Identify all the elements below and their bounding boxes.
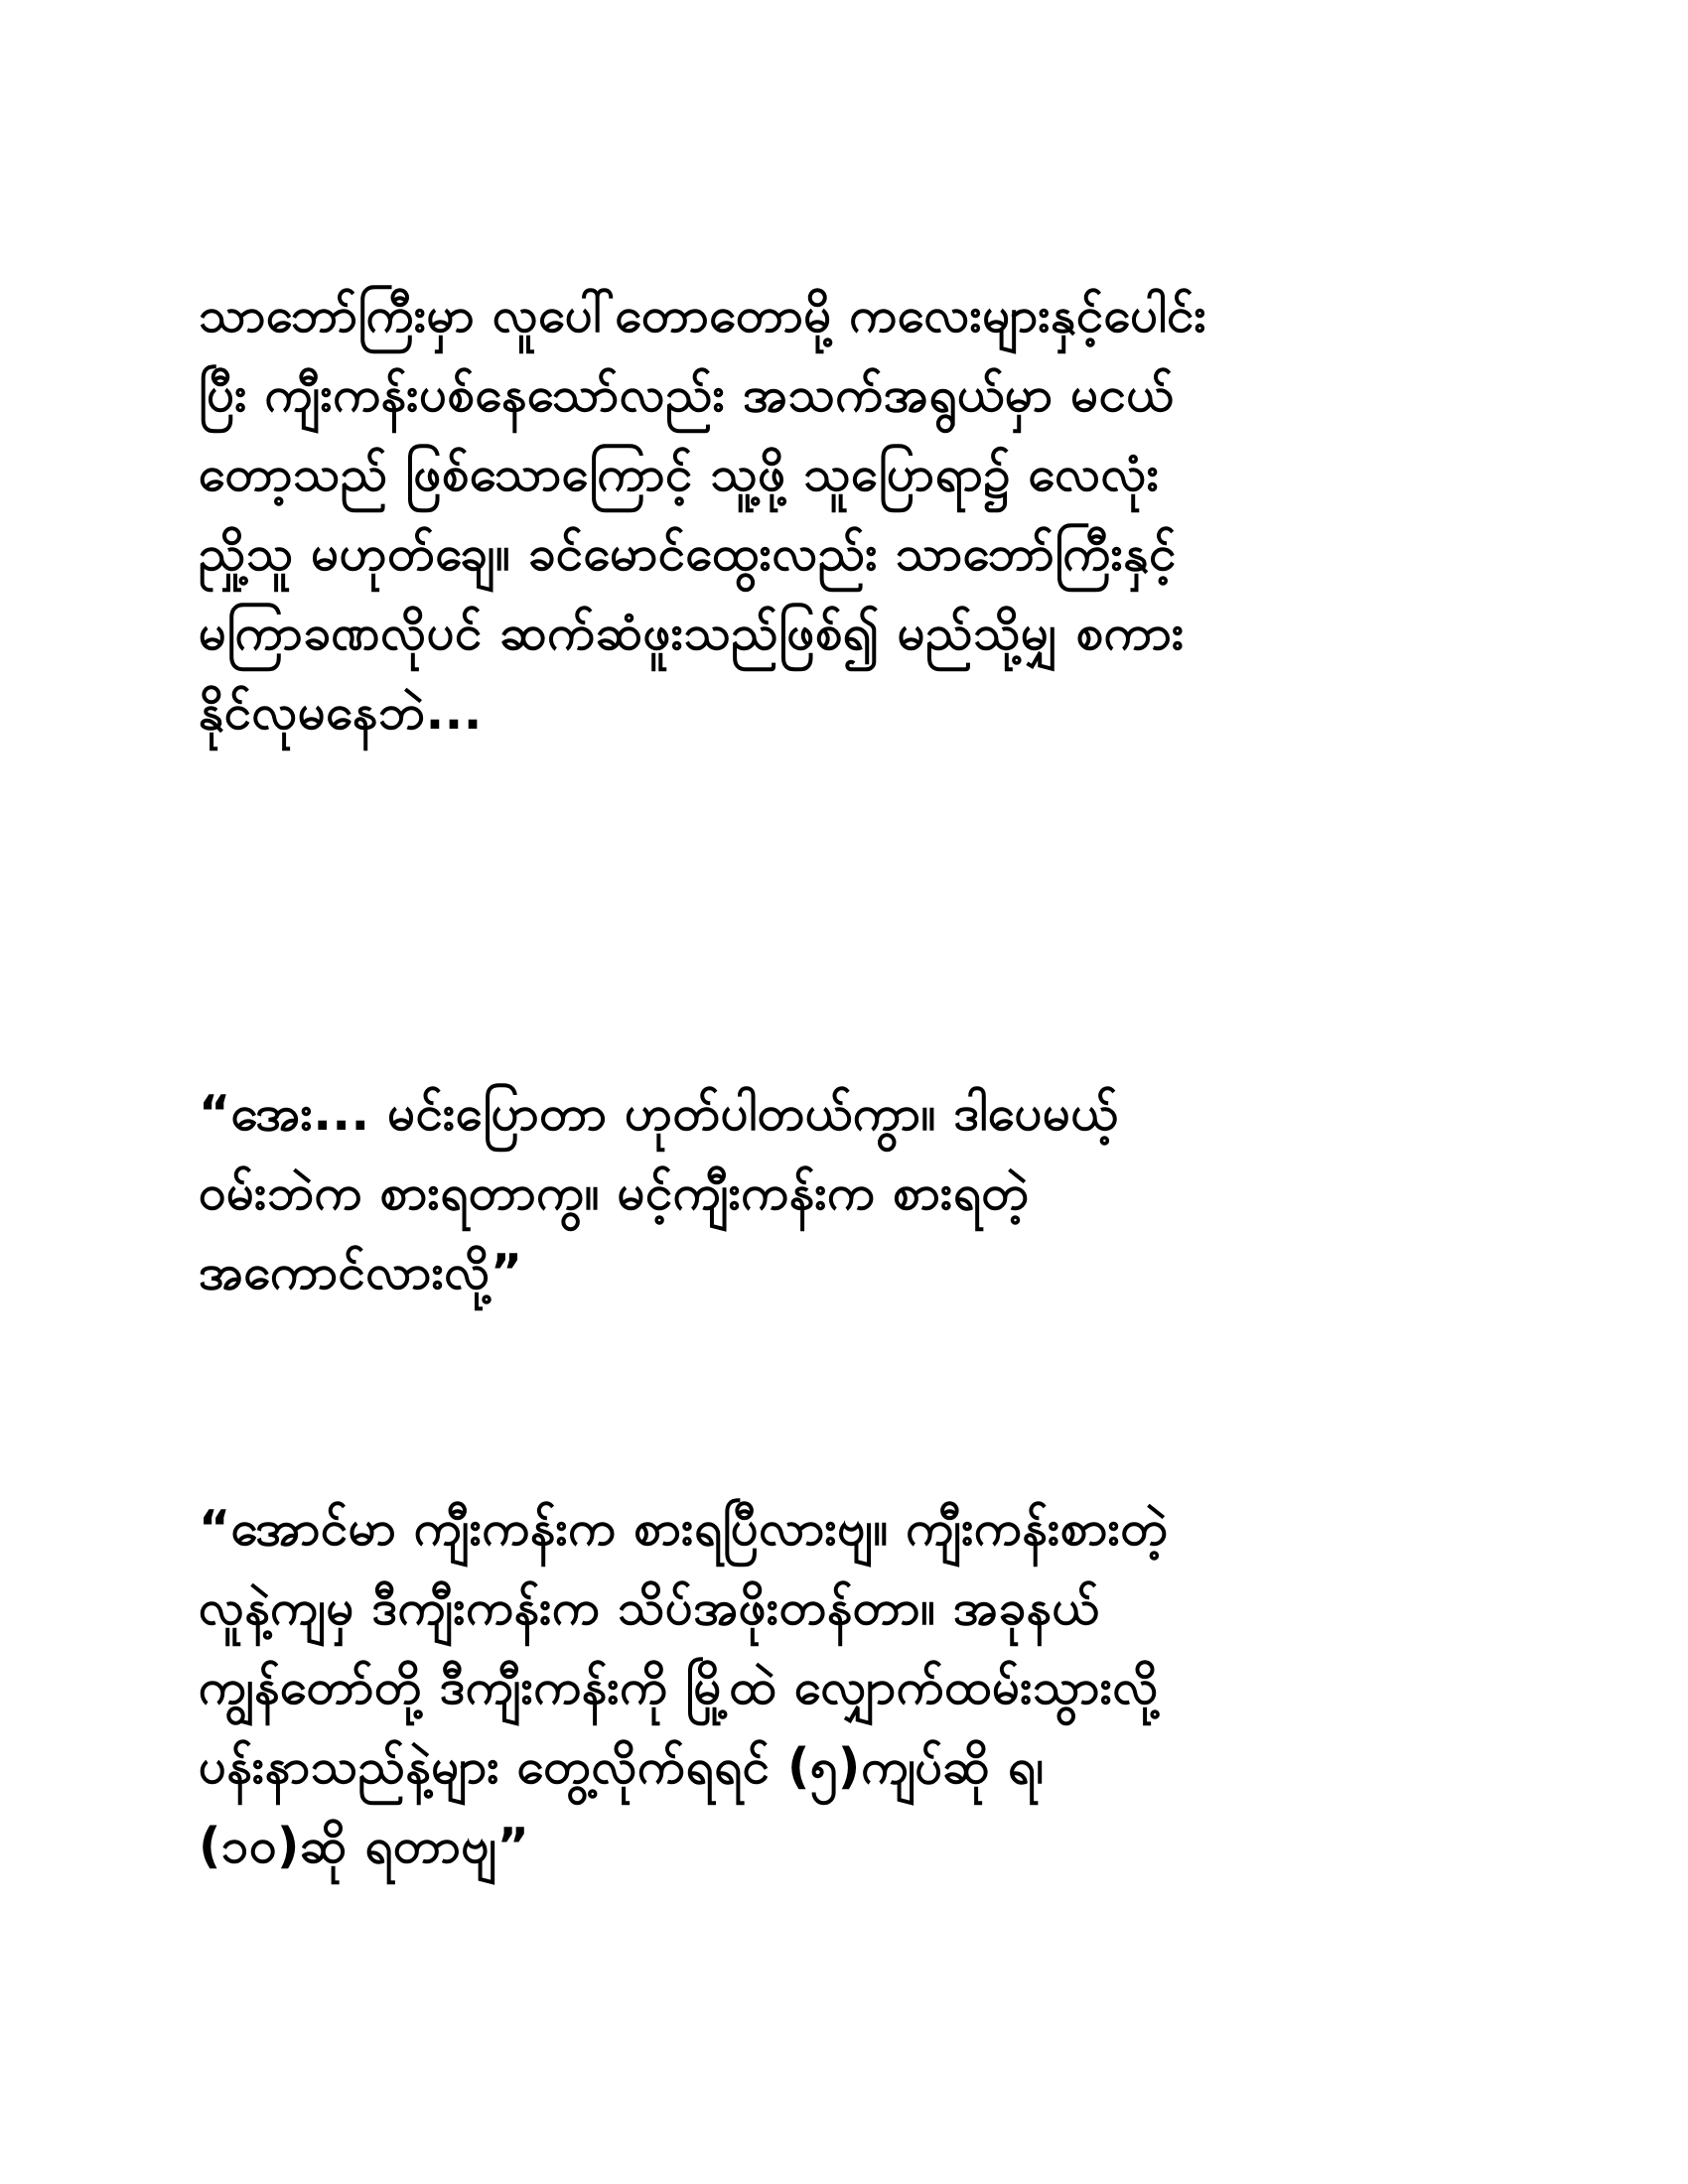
paragraph-dialogue-1: [199, 1074, 1489, 1312]
text-line: ပန်းနာသည်နဲ့များ တွေ့လိုက်ရရင် (၅)ကျပ်ဆို ရ၊: [199, 1738, 1045, 1795]
text-line: ညှို့သူ မဟုတ်ချေ။ ခင်မောင်ထွေးလည်း သာဘော်ကြီးနှင့်: [199, 525, 1177, 582]
text-line: မကြာခဏလိုပင် ဆက်ဆံဖူးသည်ဖြစ်၍ မည်သို့မျှ စကား: [199, 605, 1185, 661]
text-line: ဝမ်းဘဲက စားရတာကွ။ မင့်ကျီးကန်းက စားရတဲ့: [199, 1164, 1030, 1221]
text-line: နိုင်လုမနေဘဲ...: [199, 684, 483, 741]
text-line: “အောင်မာ ကျီးကန်းက စားရပြီလားဗျ။ ကျီးကန်းစားတဲ့: [199, 1500, 1169, 1557]
text-line: (၁၀)ဆို ရတာဗျ”: [199, 1818, 530, 1874]
text-line: တော့သည် ဖြစ်သောကြောင့် သူ့ဖို့ သူပြောရာ၌ လေလုံး: [199, 446, 1160, 502]
text-line: သာဘော်ကြီးမှာ လူပေါ်တောတောမို့ ကလေးများနှင့်ပေါင်း: [199, 287, 1207, 343]
document-page: [199, 0, 1489, 2184]
text-line: “အေး... မင်းပြောတာ ဟုတ်ပါတယ်ကွာ။ ဒါပေမယ့်: [199, 1085, 1119, 1142]
text-line: အကောင်လားလို့”: [199, 1244, 523, 1300]
text-line: ပြီး ကျီးကန်းပစ်နေသော်လည်း အသက်အရွယ်မှာ မငယ်: [199, 366, 1175, 423]
text-line: လူနဲ့ကျမှ ဒီကျီးကန်းက သိပ်အဖိုးတန်တာ။ အခုနယ်: [199, 1579, 1100, 1636]
paragraph-dialogue-2: [199, 1489, 1489, 1886]
paragraph-narration: [199, 276, 1489, 752]
text-line: ကျွန်တော်တို့ ဒီကျီးကန်းကို မြို့ထဲ လျှောက်ထမ်းသွားလို့: [199, 1659, 1159, 1715]
